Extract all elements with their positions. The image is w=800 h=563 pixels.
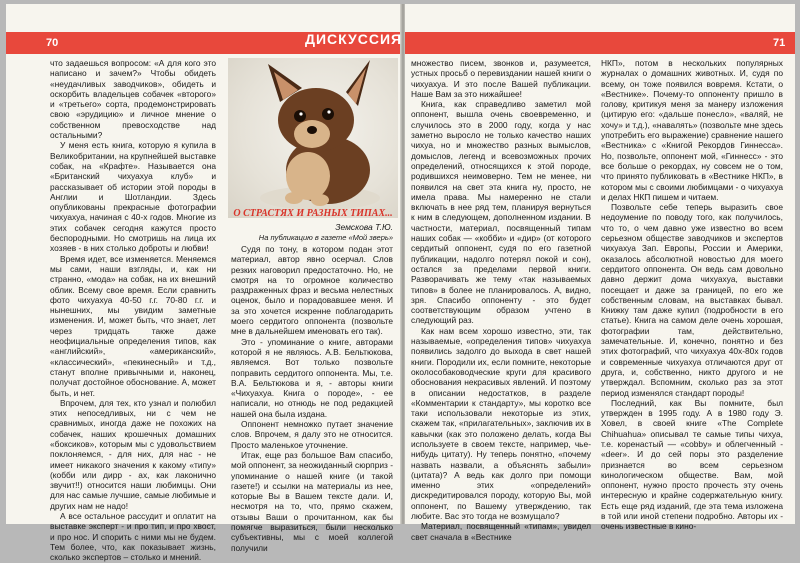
publication-note: На публикацию в газете «Мой зверь»: [258, 233, 393, 242]
right-col1-paragraph: множество писем, звонков и, разумеется, устных просьб о перевиздании нашей книги о чихуахуа. И это после Вашей публикации. Наше Вам за это нижайшее!: [411, 58, 591, 99]
left-col2-paragraph: Оппонент немножко путает значение слов. Впрочем, я далу это не относится. Просто маленькое уточнение.: [231, 419, 393, 450]
right-col2-paragraph: Последний, как Вы помните, был утвержден в 1995 году. А в 1980 году Э. Ховел, в своей книге «The Complete Chihuahua» описывал те самые типы чихуа, т.е. коренастый — «cobby» и облегченный - «deer». И до сей поры это разделение признается во всем серьезном кинологическом обществе. Вам, мой оппонент, нужно просто прочесть эту очень интересную и крайне содержательную книгу. Есть еще ряд изданий, где эта тема изложена в той или иной степени подробно. Авторы их - очень известные в кино-: [601, 397, 783, 532]
right-col2-paragraph: Позвольте себе теперь выразить свое недоумение по поводу того, как получилось, что то, о чем давно уже известно во всем серьезном обществе заводчиков и экспертов чихуахуа Зап. Европы, России и Америки, оказалось абсолютной новостью для моего сердитого оппонента. Он ведь сам довольно давно держит дома чихуахуа, выставки посещает и даже за границей, по его же собственным словам, на выставках бывал. Книжку там даже купил (подробности в его статье). Книга на самом деле очень хорошая, фотографии там, действительно, замечательные. И, конечно, понятно и без этих фотографий, что чихуахуа 40х-80х годов и современные чихуахуа отличаются друг от друга, и, собственно, никто другого и не утверждал. Вспомним, сколько раз за этот период изменялся стандарт породы!: [601, 202, 783, 398]
chihuahua-photo: [228, 58, 398, 218]
left-col1-paragraph: Впрочем, для тех, кто узнал и полюбил этих непоседливых, ни с чем не сравнимых, иногда даже не похожих на собачек, наших крошечных домашних «боксиков», которым мы с удовольствием поклоняемся, - для них, для нас - не имеет никакого значения к какому «типу» (кобби или дирр - ах, как лаконично звучит!!) относится наши любимцы. Они для нас самые лучшие, самые любимые и других нам не надо!: [50, 397, 216, 511]
section-title: ДИСКУССИЯ: [305, 31, 403, 47]
left-column-2: [231, 244, 393, 553]
left-col1-paragraph: Время идет, все изменяется. Меняемся мы сами, наши взгляды, и, как ни странно, «мода» на собак, на их внешний облик. Всему свое время. Если сравнить фото чихуахуа 40-50 г.г. 70-80 г.г. и нынешних, мы увидим заметные изменения. И, может быть, что знает, лет через тридцать также даже неофициальные определения типов, как «английский», «американский», «классический», «пекинесный» и т.д., станут вполне привычными и, наконец, получат достойное обоснование. А, может быть, и нет.: [50, 253, 216, 398]
author-name: Земскова Т.Ю.: [335, 222, 393, 232]
left-col1-paragraph: А все остальное рассудит и оплатит на выставке эксперт - и про тип, и про хвост, и про нос. И спорить с ними мы не будем. Тем более, что, как показывает жизнь, сколько экспертов – столько и мнений.: [50, 511, 216, 563]
chihuahua-illustration: [228, 58, 398, 208]
right-col1-paragraph: Книга, как справедливо заметил мой оппонент, вышла очень своевременно, и случилось это в 2000 году, когда у нас заметно выросло не только качество наших чихуа, но и множество разных вымыслов, домыслов, легенд и всевозможных прочих определений, относящихся к этой породе, родившихся неимоверно. Тем не менее, ни появился на свет эта книга ну, просто, не имела права. Мы намеренно не стали включать в нее ряд тем, планируя вернуться к ним в следующем, дополненном издании. В частности, материал, посвященный типам наших собак — «кобби» и «дир» (от которого сердитый оппонент, судя по его газетной публикации, надолго потерял покой и сон), остался за пределами первой книги. Разворачивать же тему «так называемых типов» в более не планировалось. А, видно, зря. Спасибо оппоненту - это будет соответствующим образом учтено в следующий раз.: [411, 99, 591, 326]
left-col2-paragraph: Это - упоминание о книге, авторами которой я не являюсь. А.В. Бельтюкова, являемся. Вот только позвольте поправить сердитого оппонента. Мы, т.е. В.А. Бельтюкова и я, - авторы книги «Чихуахуа. Книга о породе», - ее написали, но отнюдь не под редакцией нашей она была издана.: [231, 336, 393, 419]
left-page: [6, 4, 401, 563]
left-col1-paragraph: У меня есть книга, которую я купила в Великобритании, на крупнейшей выставке собак, на «Крафте». Называется она «Британский чихуахуа клуб» и рассказывает об истории этой породы в Англии и Шотландии. Здесь опубликованы прекрасные фотографии чихуахуа, начиная с 40-х годов. Многие из этих собачек сегодня кажутся просто беспородными. Но смотришь на лица их хозяев - в них столько доброты и любви!: [50, 140, 216, 254]
page-number-right: 71: [773, 37, 786, 49]
right-column-1: [411, 58, 591, 542]
left-col1-paragraph: что задаешься вопросом: «А для кого это написано и зачем?» Чтобы обидеть «неудачливых заводчиков», обидеть и оскорбить владельцев собачек «второго» и «третьего» сорта, продемонстрировать свою «эрудицию» и личное мнение о собственном превосходстве над остальными?: [50, 58, 216, 141]
left-column-1: [50, 58, 216, 563]
article-title: О СТРАСТЯХ И РАЗНЫХ ТИПАХ...: [233, 208, 393, 219]
right-page: [405, 4, 795, 542]
right-col1-paragraph: Материал, посвященный «типам», увидел свет сначала в «Вестнике: [411, 521, 591, 542]
page-number-left: 70: [46, 37, 59, 49]
left-col2-paragraph: Итак, еще раз большое Вам спасибо, мой оппонент, за неожиданный сюрприз - упоминание о нашей книге (и такой газете!) и ссылки на материалы из нее, которые Вы в Вашем тексте дали. И, несмотря на то, что, прямо скажем, отзывы Ваши о прочитанном, как бы помягче выразиться, были несколько субъективны, мы с моей коллегой получили: [231, 449, 393, 553]
right-column-2: [601, 58, 783, 532]
right-col2-paragraph: НКП», потом в нескольких популярных журналах о домашних животных. И, судя по всему, он тоже появился вовремя. Кстати, о «Вестнике». Почему-то оппоненту пришло в голову, критикуя меня за манеру изложения (цитирую его: «дальше понесло», «валяй, не хочу» и т.д.), «навалять» (позвольте мне здесь употребить его выражение) сравнение нашего «Вестника» с «Книгой Рекордов Гиннесса». Но, позвольте, оппонент мой, «Гиннесс» - это все больше о рекордах, ну совсем не о том, что принято публиковать в «Вестнике НКП», в котором мы с своими любимцами - о чихуахуа и делах НКП пишем и читаем.: [601, 58, 783, 202]
left-col2-paragraph: Судя по тону, в котором подан этот материал, автор явно осерчал. Слов резких наговорил предостаточно. Но, не смотря на то огромное количество раздраженных фраз и весьма нелестных оценок, было и порадовавшее меня. И за это хочется искренне поблагодарить моего сердитого оппонента (позвольте мне в дальнейшем именовать его так).: [231, 244, 393, 337]
right-col1-paragraph: Как нам всем хорошо известно, эти, так называемые, «определения типов» чихуахуа появились задолго до выхода в свет нашей книги. Породили их, если помните, некоторые околособаководческие круги для красивого обоснования некрасивых явлений. И поэтому в описании недостатков, в разделе «Комментарии к стандарту», мы коротко все таки использовали некоторые из этих, скажем так, «прилагательных», заключив их в кавычки (как это положено делать, когда Вы используете в своем тексте, например, чье-нибудь цитату). Ну теперь понятно, «почему назвать назвали, а объяснять забыли» (цитата)? А ведь как долго при помощи именно этих «определений» дискредитировался породу, которую Вы, мой оппонент, по Вашему утверждению, так любите. Вас это тогда не возмущало?: [411, 325, 591, 522]
byline: [231, 222, 393, 242]
